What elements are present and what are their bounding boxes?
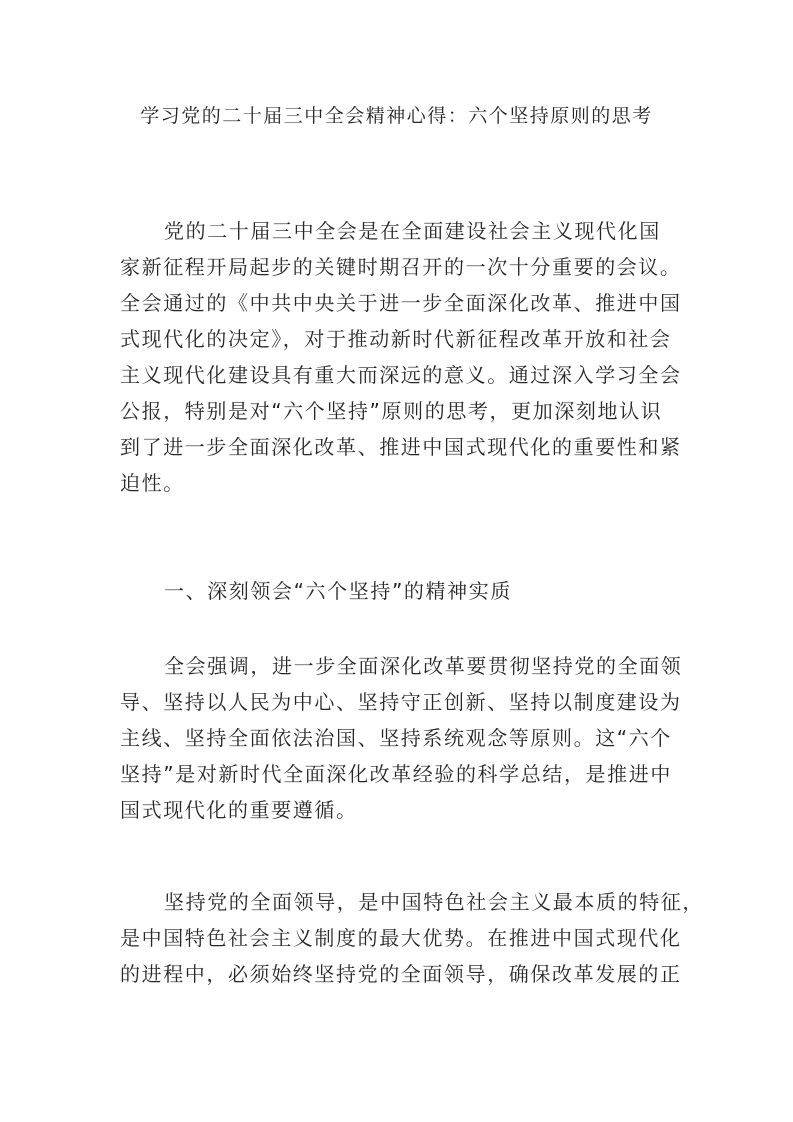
paragraph-line: 迫性。 [120, 471, 185, 495]
paragraph-line: 全会强调，进一步全面深化改革要贯彻坚持党的全面领 [164, 654, 683, 678]
paragraph-line: 的进程中，必须始终坚持党的全面领导，确保改革发展的正 [120, 962, 682, 986]
paragraph-intro [120, 213, 680, 501]
paragraph-line: 主线、坚持全面依法治国、坚持系统观念等原则。这“六个 [120, 726, 672, 750]
paragraph-line: 主义现代化建设具有重大而深远的意义。通过深入学习全会 [120, 363, 682, 387]
paragraph-line: 党的二十届三中全会是在全面建设社会主义现代化国 [164, 219, 661, 243]
paragraph-line: 全会通过的《中共中央关于进一步全面深化改革、推进中国 [120, 291, 682, 315]
section-heading: 一、深刻领会“六个坚持”的精神实质 [164, 579, 512, 603]
document-title: 学习党的二十届三中全会精神心得：六个坚持原则的思考 [140, 105, 653, 127]
paragraph-line: 坚持”是对新时代全面深化改革经验的科学总结，是推进中 [120, 762, 672, 786]
paragraph-line: 家新征程开局起步的关键时期召开的一次十分重要的会议。 [120, 255, 682, 279]
paragraph-line: 国式现代化的重要遵循。 [120, 798, 358, 822]
paragraph-line: 公报，特别是对“六个坚持”原则的思考，更加深刻地认识 [120, 399, 663, 423]
paragraph-principles [120, 648, 683, 828]
paragraph-party-leadership [120, 884, 704, 992]
paragraph-line: 导、坚持以人民为中心、坚持守正创新、坚持以制度建设为 [120, 690, 682, 714]
paragraph-line: 式现代化的决定》，对于推动新时代新征程改革开放和社会 [120, 327, 672, 351]
paragraph-line: 到了进一步全面深化改革、推进中国式现代化的重要性和紧 [120, 435, 682, 459]
paragraph-line: 坚持党的全面领导，是中国特色社会主义最本质的特征， [164, 890, 704, 914]
paragraph-line: 是中国特色社会主义制度的最大优势。在推进中国式现代化 [120, 926, 682, 950]
